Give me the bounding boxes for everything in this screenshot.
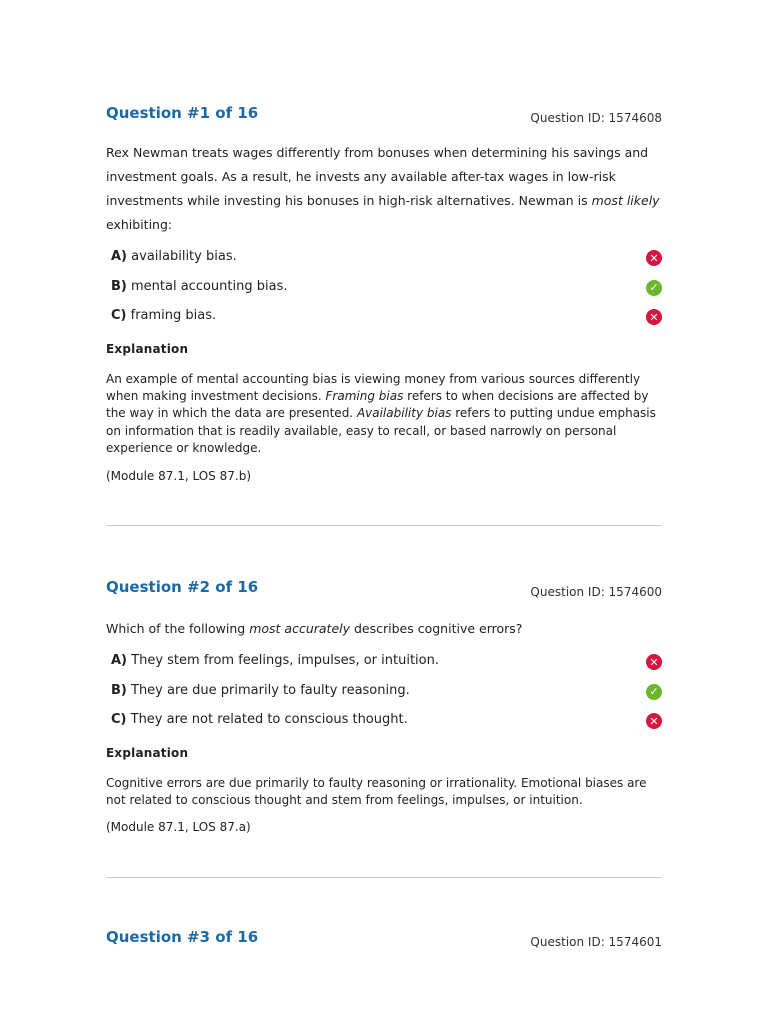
explanation-part: refers to when decisions are affected by the way in which the data are presented.	[106, 388, 649, 421]
question-3	[106, 928, 662, 954]
question-stem	[106, 141, 662, 237]
question-id: Question ID: 1574608	[530, 111, 662, 125]
answer-option-b[interactable]	[106, 279, 662, 309]
check-circle-icon: ✓	[646, 280, 662, 296]
option-text: mental accounting bias.	[131, 278, 288, 294]
option-text: framing bias.	[130, 308, 217, 323]
explanation-part: refers to putting undue emphasis on information that is readily available, easy to recall, or based narrowly on personal experience or knowledge.	[106, 406, 656, 456]
stem-text-end: exhibiting:	[106, 217, 173, 232]
question-header	[106, 928, 662, 954]
stem-emphasis: most likely	[591, 193, 660, 208]
option-letter: A)	[111, 249, 128, 264]
option-text: They are due primarily to faulty reasoning.	[131, 682, 410, 698]
option-letter: A)	[111, 653, 128, 668]
explanation-text: Cognitive errors are due primarily to faulty reasoning or irrationality. Emotional biases are not related to conscious thought and stem from feelings, impulses, or intuition.	[106, 775, 647, 807]
question-id: Question ID: 1574600	[530, 585, 662, 599]
stem-text: Which of the following	[106, 621, 250, 636]
question-title: Question #3 of 16	[106, 928, 259, 946]
answer-option-c[interactable]	[106, 308, 662, 338]
explanation-emphasis: Framing bias	[325, 388, 404, 403]
question-id: Question ID: 1574601	[530, 935, 662, 949]
option-text: availability bias.	[131, 249, 237, 264]
answer-option-c[interactable]	[106, 712, 662, 742]
answer-options	[106, 653, 662, 742]
explanation-emphasis: Availability bias	[356, 406, 452, 421]
question-title: Question #2 of 16	[106, 578, 259, 596]
explanation-heading: Explanation	[106, 745, 189, 760]
explanation-text	[106, 371, 662, 458]
stem-emphasis: most accurately	[249, 621, 351, 636]
option-letter: C)	[111, 308, 127, 323]
question-1	[106, 104, 662, 483]
x-circle-icon: ✕	[646, 309, 662, 325]
question-2	[106, 578, 662, 834]
module-reference: (Module 87.1, LOS 87.b)	[106, 468, 251, 483]
answer-option-a[interactable]	[106, 249, 662, 279]
question-header	[106, 104, 662, 130]
module-reference: (Module 87.1, LOS 87.a)	[106, 820, 251, 835]
x-circle-icon: ✕	[646, 250, 662, 266]
stem-text: Rex Newman treats wages differently from bonuses when determining his savings and investment goals. As a result, he invests any available after-tax wages in low-risk investments while investing his bonuses in high-risk alternatives. Newman is	[106, 145, 649, 208]
stem-text-end: describes cognitive errors?	[350, 621, 523, 636]
answer-options	[106, 249, 662, 338]
explanation-part: An example of mental accounting bias is viewing money from various sources differently when making investment decisions.	[106, 371, 641, 403]
option-letter: B)	[111, 682, 127, 698]
option-letter: C)	[111, 712, 127, 727]
option-text: They stem from feelings, impulses, or intuition.	[131, 653, 439, 668]
question-stem	[106, 617, 662, 641]
option-letter: B)	[111, 278, 127, 294]
divider	[106, 877, 662, 878]
x-circle-icon: ✕	[646, 713, 662, 729]
divider	[106, 525, 662, 526]
answer-option-b[interactable]	[106, 683, 662, 713]
option-text: They are not related to conscious thought.	[130, 712, 408, 727]
question-header	[106, 578, 662, 604]
question-title: Question #1 of 16	[106, 104, 259, 122]
answer-option-a[interactable]	[106, 653, 662, 683]
check-circle-icon: ✓	[646, 684, 662, 700]
explanation-heading: Explanation	[106, 341, 189, 356]
x-circle-icon: ✕	[646, 654, 662, 670]
